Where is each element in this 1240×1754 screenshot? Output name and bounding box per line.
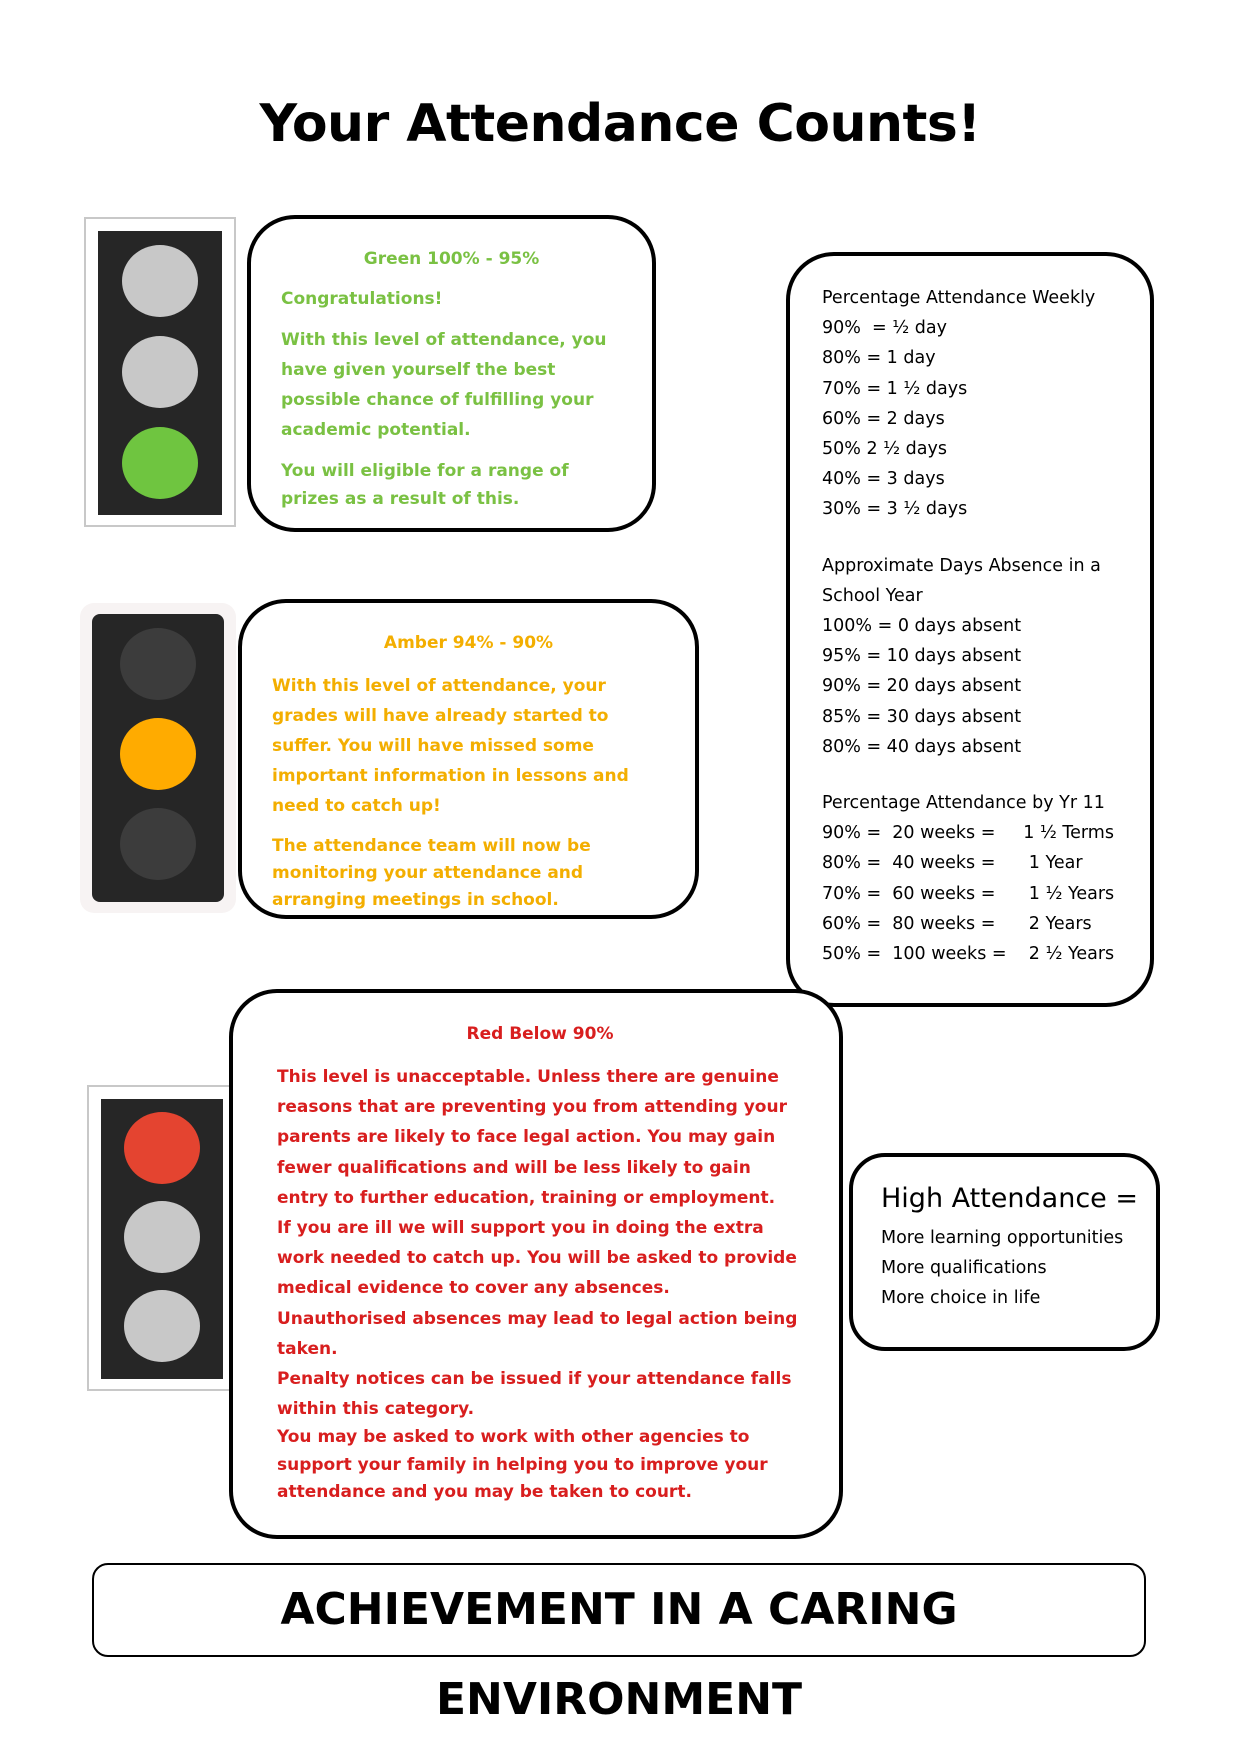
middle-lamp-amber-on	[120, 718, 196, 790]
weekly-row: 80% = 1 day	[822, 348, 936, 369]
page-title: Your Attendance Counts!	[259, 94, 981, 154]
weekly-row: 40% = 3 days	[822, 469, 945, 490]
green-paragraph-1: Congratulations!	[281, 289, 443, 309]
high-attendance-item: More choice in life	[881, 1288, 1041, 1308]
traffic-light-housing	[92, 614, 224, 902]
weekly-title: Percentage Attendance Weekly	[822, 288, 1096, 308]
green-paragraph-3: You will eligible for a range of prizes as a result of this.	[281, 461, 569, 509]
amber-traffic-light	[80, 603, 236, 913]
middle-lamp-off	[124, 1201, 200, 1273]
red-band-box	[229, 989, 843, 1539]
bottom-lamp-off	[120, 808, 196, 880]
amber-paragraph-1: With this level of attendance, your grades will have already started to suffer. You will have missed some important information in lessons and need to catch up!	[272, 676, 629, 816]
red-paragraph-4: Penalty notices can be issued if your attendance falls within this category.	[277, 1369, 792, 1420]
red-paragraph-2: If you are ill we will support you in doing the extra work needed to catch up. You will be asked to provide medical evidence to cover any absences.	[277, 1218, 797, 1299]
year-row: 90% = 20 days absent	[822, 676, 1022, 697]
year-row: 95% = 10 days absent	[822, 646, 1022, 667]
middle-lamp-off	[122, 336, 198, 408]
red-paragraph-1: This level is unacceptable. Unless there are genuine reasons that are preventing you from attending your parents are likely to face legal action. You may gain fewer qualifications and will be less likely to gain entry to further education, training or employment.	[277, 1067, 787, 1208]
year-row: 85% = 30 days absent	[822, 706, 1022, 727]
high-attendance-item: More qualifications	[881, 1258, 1047, 1278]
high-attendance-title: High Attendance =	[881, 1183, 1138, 1214]
red-paragraph-5: You may be asked to work with other agencies to support your family in helping you to improve your attendance and you may be taken to court.	[277, 1427, 768, 1503]
bottom-lamp-off	[124, 1290, 200, 1362]
red-traffic-light	[87, 1085, 237, 1391]
school-motto-banner: ACHIEVEMENT IN A CARING ENVIRONMENT	[92, 1563, 1146, 1657]
weekly-row: 30% = 3 ½ days	[822, 499, 968, 520]
yr11-row: 70% = 60 weeks = 1 ½ Years	[822, 883, 1115, 904]
amber-band-box	[238, 599, 699, 919]
yr11-row: 50% = 100 weeks = 2 ½ Years	[822, 944, 1115, 965]
traffic-light-housing	[101, 1099, 223, 1379]
yr11-row: 80% = 40 weeks = 1 Year	[822, 853, 1083, 874]
weekly-row: 50% 2 ½ days	[822, 439, 947, 460]
top-lamp-off	[120, 628, 196, 700]
bottom-lamp-green-on	[122, 427, 198, 499]
green-heading: Green 100% - 95%	[363, 249, 540, 269]
green-traffic-light	[84, 217, 236, 527]
traffic-light-housing	[98, 231, 222, 515]
top-lamp-red-on	[124, 1112, 200, 1184]
green-band-box	[247, 215, 656, 532]
amber-paragraph-2: The attendance team will now be monitoring your attendance and arranging meetings in school.	[272, 836, 591, 910]
attendance-stats-box	[786, 252, 1154, 1007]
red-paragraph-3: Unauthorised absences may lead to legal action being taken.	[277, 1308, 798, 1359]
weekly-row: 90% = ½ day	[822, 318, 947, 339]
year-row: 80% = 40 days absent	[822, 736, 1022, 757]
year-title-line-1: Approximate Days Absence in a	[822, 555, 1101, 576]
yr11-row: 60% = 80 weeks = 2 Years	[822, 913, 1092, 934]
weekly-row: 70% = 1 ½ days	[822, 378, 968, 399]
top-lamp-off	[122, 245, 198, 317]
yr11-row: 90% = 20 weeks = 1 ½ Terms	[822, 823, 1114, 844]
yr11-title: Percentage Attendance by Yr 11	[822, 793, 1105, 814]
year-title-line-2: School Year	[822, 585, 923, 606]
weekly-row: 60% = 2 days	[822, 408, 945, 429]
high-attendance-item: More learning opportunities	[881, 1228, 1124, 1248]
high-attendance-box	[849, 1153, 1160, 1351]
red-heading: Red Below 90%	[466, 1024, 614, 1044]
green-paragraph-2: With this level of attendance, you have given yourself the best possible chance of fulfilling your academic potential.	[281, 330, 607, 440]
amber-heading: Amber 94% - 90%	[383, 633, 554, 653]
year-row: 100% = 0 days absent	[822, 616, 1022, 637]
